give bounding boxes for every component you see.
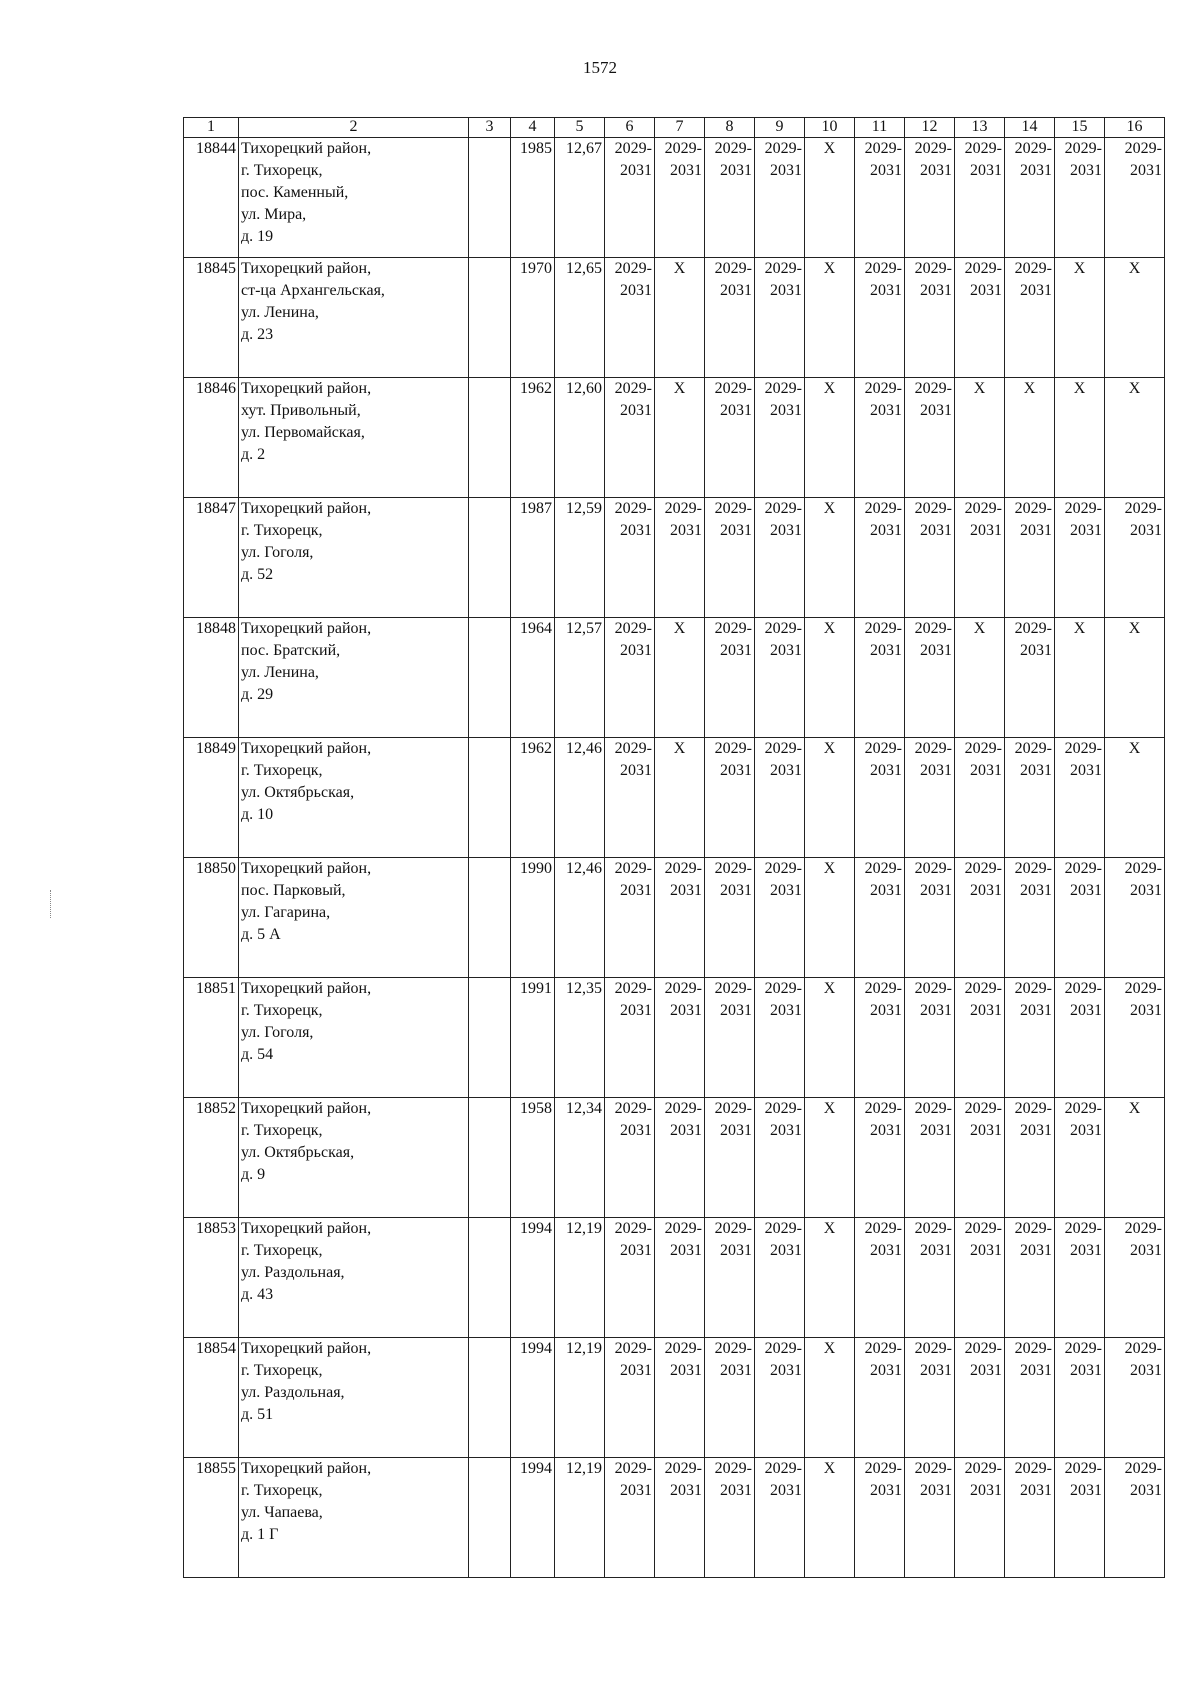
address-line: Тихорецкий район, [241,500,372,517]
period-cell-col-10: Х [805,978,855,1098]
period-cell-col-8: 2029- 2031 [705,1098,755,1218]
period-cell-col-8: 2029- 2031 [705,1218,755,1338]
period-cell-col-11: 2029- 2031 [855,138,905,258]
period-cell-col-7: Х [655,258,705,378]
period-cell-col-11: 2029- 2031 [855,498,905,618]
period-cell-col-16: 2029- 2031 [1105,1458,1165,1578]
address-line: г. Тихорецк, [241,1482,323,1499]
value-cell: 12,34 [555,1098,605,1218]
year-cell: 1962 [511,738,555,858]
period-cell-col-14: Х [1005,378,1055,498]
period-cell-col-8: 2029- 2031 [705,858,755,978]
period-cell-col-8: 2029- 2031 [705,498,755,618]
period-cell-col-7: 2029- 2031 [655,138,705,258]
period-cell-col-7: Х [655,618,705,738]
address-cell [239,1098,469,1218]
period-cell-col-7: Х [655,378,705,498]
column-header-9: 9 [755,118,805,138]
period-cell-col-6: 2029- 2031 [605,378,655,498]
period-cell-col-7: Х [655,738,705,858]
table-body [184,138,1165,1578]
period-cell-col-10: Х [805,138,855,258]
period-cell-col-14: 2029- 2031 [1005,618,1055,738]
empty-cell [469,978,511,1098]
year-cell: 1990 [511,858,555,978]
address-line: Тихорецкий район, [241,380,372,397]
period-cell-col-14: 2029- 2031 [1005,498,1055,618]
period-cell-col-12: 2029- 2031 [905,978,955,1098]
header-row [184,118,1165,138]
address-line: д. 23 [241,326,274,343]
table-row [184,618,1165,738]
address-line: Тихорецкий район, [241,1460,372,1477]
year-cell: 1985 [511,138,555,258]
row-number: 18844 [184,138,239,258]
period-cell-col-9: 2029- 2031 [755,1218,805,1338]
period-cell-col-13: 2029- 2031 [955,1338,1005,1458]
period-cell-col-13: 2029- 2031 [955,1458,1005,1578]
year-cell: 1994 [511,1338,555,1458]
year-cell: 1970 [511,258,555,378]
address-line: ул. Ленина, [241,304,319,321]
address-line: Тихорецкий район, [241,980,372,997]
table-row [184,1338,1165,1458]
period-cell-col-6: 2029- 2031 [605,138,655,258]
period-cell-col-10: Х [805,378,855,498]
period-cell-col-10: Х [805,1218,855,1338]
period-cell-col-12: 2029- 2031 [905,738,955,858]
address-cell [239,258,469,378]
address-line: Тихорецкий район, [241,860,372,877]
address-line: д. 29 [241,686,274,703]
empty-cell [469,1098,511,1218]
period-cell-col-10: Х [805,498,855,618]
row-number: 18849 [184,738,239,858]
row-number: 18854 [184,1338,239,1458]
period-cell-col-10: Х [805,858,855,978]
period-cell-col-16: Х [1105,618,1165,738]
period-cell-col-8: 2029- 2031 [705,1458,755,1578]
address-line: Тихорецкий район, [241,1340,372,1357]
period-cell-col-15: 2029- 2031 [1055,858,1105,978]
period-cell-col-11: 2029- 2031 [855,378,905,498]
period-cell-col-8: 2029- 2031 [705,978,755,1098]
period-cell-col-15: Х [1055,258,1105,378]
period-cell-col-9: 2029- 2031 [755,378,805,498]
table-row [184,1458,1165,1578]
address-cell [239,498,469,618]
period-cell-col-16: Х [1105,258,1165,378]
address-line: ст-ца Архангельская, [241,282,385,299]
address-line: ул. Первомайская, [241,424,365,441]
address-cell [239,858,469,978]
period-cell-col-10: Х [805,1098,855,1218]
period-cell-col-7: 2029- 2031 [655,1218,705,1338]
period-cell-col-14: 2029- 2031 [1005,738,1055,858]
period-cell-col-10: Х [805,618,855,738]
column-header-3: 3 [469,118,511,138]
period-cell-col-8: 2029- 2031 [705,138,755,258]
period-cell-col-12: 2029- 2031 [905,258,955,378]
period-cell-col-15: 2029- 2031 [1055,138,1105,258]
period-cell-col-6: 2029- 2031 [605,258,655,378]
period-cell-col-13: Х [955,618,1005,738]
value-cell: 12,46 [555,858,605,978]
period-cell-col-8: 2029- 2031 [705,378,755,498]
address-line: пос. Парковый, [241,882,346,899]
value-cell: 12,35 [555,978,605,1098]
period-cell-col-7: 2029- 2031 [655,498,705,618]
value-cell: 12,19 [555,1218,605,1338]
period-cell-col-6: 2029- 2031 [605,1338,655,1458]
period-cell-col-15: 2029- 2031 [1055,1458,1105,1578]
period-cell-col-12: 2029- 2031 [905,618,955,738]
period-cell-col-10: Х [805,738,855,858]
address-line: ул. Раздольная, [241,1384,345,1401]
row-number: 18853 [184,1218,239,1338]
empty-cell [469,258,511,378]
period-cell-col-13: 2029- 2031 [955,258,1005,378]
address-cell [239,618,469,738]
period-cell-col-11: 2029- 2031 [855,1458,905,1578]
period-cell-col-11: 2029- 2031 [855,978,905,1098]
period-cell-col-10: Х [805,1338,855,1458]
period-cell-col-13: 2029- 2031 [955,138,1005,258]
period-cell-col-9: 2029- 2031 [755,1458,805,1578]
address-line: д. 51 [241,1406,274,1423]
empty-cell [469,498,511,618]
address-line: г. Тихорецк, [241,162,323,179]
column-header-4: 4 [511,118,555,138]
period-cell-col-11: 2029- 2031 [855,1098,905,1218]
period-cell-col-8: 2029- 2031 [705,618,755,738]
address-line: пос. Каменный, [241,184,349,201]
period-cell-col-12: 2029- 2031 [905,138,955,258]
value-cell: 12,65 [555,258,605,378]
column-header-6: 6 [605,118,655,138]
table-row [184,978,1165,1098]
address-line: д. 52 [241,566,274,583]
period-cell-col-15: 2029- 2031 [1055,1338,1105,1458]
period-cell-col-9: 2029- 2031 [755,498,805,618]
scan-artifact [50,890,55,918]
period-cell-col-15: Х [1055,378,1105,498]
period-cell-col-16: 2029- 2031 [1105,138,1165,258]
year-cell: 1994 [511,1458,555,1578]
period-cell-col-12: 2029- 2031 [905,1098,955,1218]
period-cell-col-13: 2029- 2031 [955,738,1005,858]
column-header-10: 10 [805,118,855,138]
address-cell [239,378,469,498]
period-cell-col-15: 2029- 2031 [1055,1218,1105,1338]
table-row [184,498,1165,618]
period-cell-col-11: 2029- 2031 [855,258,905,378]
column-header-12: 12 [905,118,955,138]
table-row [184,258,1165,378]
value-cell: 12,19 [555,1458,605,1578]
address-cell [239,1218,469,1338]
address-line: ул. Ленина, [241,664,319,681]
period-cell-col-12: 2029- 2031 [905,498,955,618]
period-cell-col-8: 2029- 2031 [705,738,755,858]
empty-cell [469,738,511,858]
row-number: 18852 [184,1098,239,1218]
period-cell-col-11: 2029- 2031 [855,1338,905,1458]
period-cell-col-9: 2029- 2031 [755,258,805,378]
period-cell-col-10: Х [805,1458,855,1578]
period-cell-col-16: 2029- 2031 [1105,858,1165,978]
period-cell-col-12: 2029- 2031 [905,378,955,498]
address-line: ул. Мира, [241,206,307,223]
address-cell [239,1338,469,1458]
address-line: ул. Раздольная, [241,1264,345,1281]
value-cell: 12,57 [555,618,605,738]
period-cell-col-13: 2029- 2031 [955,858,1005,978]
address-line: д. 10 [241,806,274,823]
period-cell-col-15: 2029- 2031 [1055,1098,1105,1218]
empty-cell [469,138,511,258]
period-cell-col-6: 2029- 2031 [605,738,655,858]
address-line: д. 19 [241,228,274,245]
period-cell-col-7: 2029- 2031 [655,1458,705,1578]
address-line: г. Тихорецк, [241,762,323,779]
period-cell-col-14: 2029- 2031 [1005,138,1055,258]
row-number: 18855 [184,1458,239,1578]
address-line: д. 9 [241,1166,266,1183]
period-cell-col-16: Х [1105,378,1165,498]
period-cell-col-14: 2029- 2031 [1005,1218,1055,1338]
value-cell: 12,46 [555,738,605,858]
period-cell-col-15: Х [1055,618,1105,738]
address-line: Тихорецкий район, [241,620,372,637]
column-header-16: 16 [1105,118,1165,138]
value-cell: 12,67 [555,138,605,258]
year-cell: 1958 [511,1098,555,1218]
period-cell-col-12: 2029- 2031 [905,1218,955,1338]
period-cell-col-15: 2029- 2031 [1055,738,1105,858]
period-cell-col-9: 2029- 2031 [755,1338,805,1458]
column-header-1: 1 [184,118,239,138]
period-cell-col-14: 2029- 2031 [1005,1098,1055,1218]
value-cell: 12,19 [555,1338,605,1458]
address-line: г. Тихорецк, [241,1362,323,1379]
address-line: хут. Привольный, [241,402,361,419]
address-line: г. Тихорецк, [241,1242,323,1259]
period-cell-col-13: 2029- 2031 [955,498,1005,618]
empty-cell [469,858,511,978]
address-line: ул. Гоголя, [241,544,314,561]
column-header-13: 13 [955,118,1005,138]
year-cell: 1962 [511,378,555,498]
period-cell-col-14: 2029- 2031 [1005,1458,1055,1578]
period-cell-col-16: Х [1105,738,1165,858]
address-line: д. 1 Г [241,1526,279,1543]
address-cell [239,138,469,258]
period-cell-col-11: 2029- 2031 [855,858,905,978]
row-number: 18848 [184,618,239,738]
row-number: 18845 [184,258,239,378]
period-cell-col-14: 2029- 2031 [1005,1338,1055,1458]
address-line: Тихорецкий район, [241,1100,372,1117]
period-cell-col-13: 2029- 2031 [955,1098,1005,1218]
period-cell-col-13: 2029- 2031 [955,978,1005,1098]
period-cell-col-7: 2029- 2031 [655,1098,705,1218]
period-cell-col-12: 2029- 2031 [905,858,955,978]
period-cell-col-6: 2029- 2031 [605,858,655,978]
address-line: ул. Октябрьская, [241,1144,355,1161]
period-cell-col-13: 2029- 2031 [955,1218,1005,1338]
address-line: ул. Октябрьская, [241,784,355,801]
address-cell [239,738,469,858]
period-cell-col-8: 2029- 2031 [705,1338,755,1458]
address-cell [239,1458,469,1578]
address-line: Тихорецкий район, [241,260,372,277]
row-number: 18851 [184,978,239,1098]
column-header-8: 8 [705,118,755,138]
period-cell-col-9: 2029- 2031 [755,978,805,1098]
period-cell-col-16: 2029- 2031 [1105,498,1165,618]
period-cell-col-9: 2029- 2031 [755,738,805,858]
period-cell-col-14: 2029- 2031 [1005,258,1055,378]
period-cell-col-9: 2029- 2031 [755,1098,805,1218]
period-cell-col-15: 2029- 2031 [1055,978,1105,1098]
year-cell: 1964 [511,618,555,738]
period-cell-col-6: 2029- 2031 [605,1218,655,1338]
empty-cell [469,1338,511,1458]
column-header-2: 2 [239,118,469,138]
empty-cell [469,378,511,498]
table-row [184,1098,1165,1218]
row-number: 18847 [184,498,239,618]
period-cell-col-7: 2029- 2031 [655,1338,705,1458]
period-cell-col-15: 2029- 2031 [1055,498,1105,618]
period-cell-col-10: Х [805,258,855,378]
table-row [184,138,1165,258]
table-row [184,858,1165,978]
period-cell-col-12: 2029- 2031 [905,1338,955,1458]
address-line: г. Тихорецк, [241,1002,323,1019]
year-cell: 1994 [511,1218,555,1338]
column-header-5: 5 [555,118,605,138]
period-cell-col-8: 2029- 2031 [705,258,755,378]
address-line: ул. Гагарина, [241,904,331,921]
period-cell-col-12: 2029- 2031 [905,1458,955,1578]
year-cell: 1991 [511,978,555,1098]
empty-cell [469,1218,511,1338]
address-line: пос. Братский, [241,642,341,659]
period-cell-col-7: 2029- 2031 [655,858,705,978]
column-header-11: 11 [855,118,905,138]
period-cell-col-16: 2029- 2031 [1105,1218,1165,1338]
value-cell: 12,59 [555,498,605,618]
table-row [184,738,1165,858]
table-header [184,118,1165,138]
column-header-15: 15 [1055,118,1105,138]
period-cell-col-13: Х [955,378,1005,498]
period-cell-col-11: 2029- 2031 [855,1218,905,1338]
period-cell-col-6: 2029- 2031 [605,498,655,618]
period-cell-col-11: 2029- 2031 [855,618,905,738]
period-cell-col-16: 2029- 2031 [1105,1338,1165,1458]
registry-table [183,117,1165,1578]
address-line: ул. Чапаева, [241,1504,323,1521]
column-header-7: 7 [655,118,705,138]
address-line: ул. Гоголя, [241,1024,314,1041]
period-cell-col-6: 2029- 2031 [605,1098,655,1218]
table-row [184,1218,1165,1338]
address-line: Тихорецкий район, [241,740,372,757]
address-line: г. Тихорецк, [241,1122,323,1139]
address-line: д. 2 [241,446,266,463]
period-cell-col-16: Х [1105,1098,1165,1218]
table-row [184,378,1165,498]
year-cell: 1987 [511,498,555,618]
address-line: д. 54 [241,1046,274,1063]
column-header-14: 14 [1005,118,1055,138]
address-cell [239,978,469,1098]
address-line: д. 5 А [241,926,281,943]
period-cell-col-9: 2029- 2031 [755,858,805,978]
period-cell-col-6: 2029- 2031 [605,1458,655,1578]
page-number: 1572 [583,58,617,77]
address-line: д. 43 [241,1286,274,1303]
empty-cell [469,618,511,738]
period-cell-col-11: 2029- 2031 [855,738,905,858]
period-cell-col-6: 2029- 2031 [605,618,655,738]
row-number: 18850 [184,858,239,978]
empty-cell [469,1458,511,1578]
period-cell-col-6: 2029- 2031 [605,978,655,1098]
period-cell-col-14: 2029- 2031 [1005,978,1055,1098]
address-line: Тихорецкий район, [241,1220,372,1237]
period-cell-col-9: 2029- 2031 [755,138,805,258]
period-cell-col-16: 2029- 2031 [1105,978,1165,1098]
address-line: г. Тихорецк, [241,522,323,539]
row-number: 18846 [184,378,239,498]
period-cell-col-14: 2029- 2031 [1005,858,1055,978]
value-cell: 12,60 [555,378,605,498]
address-line: Тихорецкий район, [241,140,372,157]
period-cell-col-7: 2029- 2031 [655,978,705,1098]
period-cell-col-9: 2029- 2031 [755,618,805,738]
